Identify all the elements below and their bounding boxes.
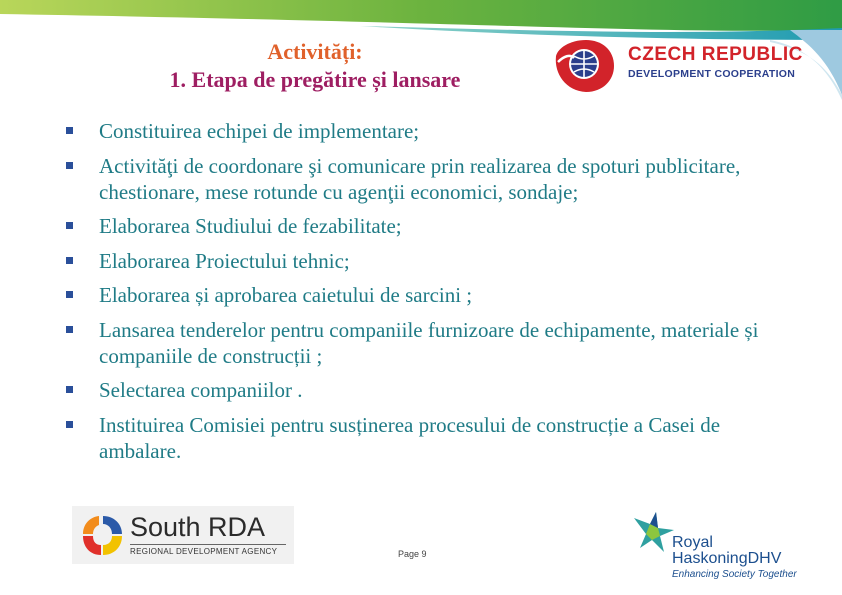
slide-title — [80, 38, 550, 94]
south-rda-logo — [72, 506, 294, 564]
royal-star-icon — [630, 510, 678, 554]
south-rda-name: South RDA — [130, 512, 266, 542]
list-item — [66, 213, 806, 239]
list-item — [66, 248, 806, 274]
square-bullet-icon — [66, 291, 73, 298]
royal-haskoning-logo — [630, 510, 820, 585]
square-bullet-icon — [66, 386, 73, 393]
title-line-2: 1. Etapa de pregătire și lansare — [169, 67, 461, 92]
list-item-text: Elaborarea Proiectului tehnic; — [99, 248, 350, 273]
title-line-1: Activități: — [267, 39, 363, 64]
list-item-text: Instituirea Comisiei pentru susținerea procesului de construcție a Casei de ambalare. — [99, 412, 721, 463]
czech-logo-subtitle: DEVELOPMENT COOPERATION — [628, 68, 796, 80]
czech-development-logo — [548, 36, 803, 98]
list-item — [66, 377, 806, 403]
list-item-text: Elaborarea și aprobarea caietului de sarcini ; — [99, 283, 473, 307]
square-bullet-icon — [66, 326, 73, 333]
list-item — [66, 317, 806, 369]
list-item-text: Elaborarea Studiului de fezabilitate; — [99, 214, 402, 238]
south-rda-subtitle: REGIONAL DEVELOPMENT AGENCY — [130, 544, 286, 556]
list-item — [66, 153, 806, 205]
list-item — [66, 412, 806, 464]
square-bullet-icon — [66, 421, 73, 428]
list-item — [66, 118, 806, 144]
czech-globe-icon — [548, 36, 620, 98]
square-bullet-icon — [66, 222, 73, 229]
list-item-text: Lansarea tenderelor pentru companiile furnizoare de echipamente, materiale și companiile de construcții ; — [99, 317, 759, 368]
square-bullet-icon — [66, 162, 73, 169]
royal-logo-tagline: Enhancing Society Together — [672, 569, 797, 580]
list-item-text: Constituirea echipei de implementare; — [99, 119, 420, 143]
czech-logo-name: CZECH REPUBLIC — [628, 44, 803, 65]
page-number: Page 9 — [398, 549, 427, 559]
royal-logo-line-1: Royal — [672, 534, 713, 551]
square-bullet-icon — [66, 257, 73, 264]
top-banner-graphic — [0, 0, 842, 40]
list-item-text: Activităţi de coordonare şi comunicare prin realizarea de spoturi publicitare, chestionare, mese rotunde cu agenţii economici, sondaje; — [99, 153, 741, 204]
list-item-text: Selectarea companiilor . — [99, 378, 303, 402]
list-item — [66, 282, 806, 308]
square-bullet-icon — [66, 127, 73, 134]
activity-list — [66, 118, 806, 472]
south-rda-swirl-icon — [78, 510, 128, 560]
royal-logo-line-2: HaskoningDHV — [672, 550, 782, 567]
